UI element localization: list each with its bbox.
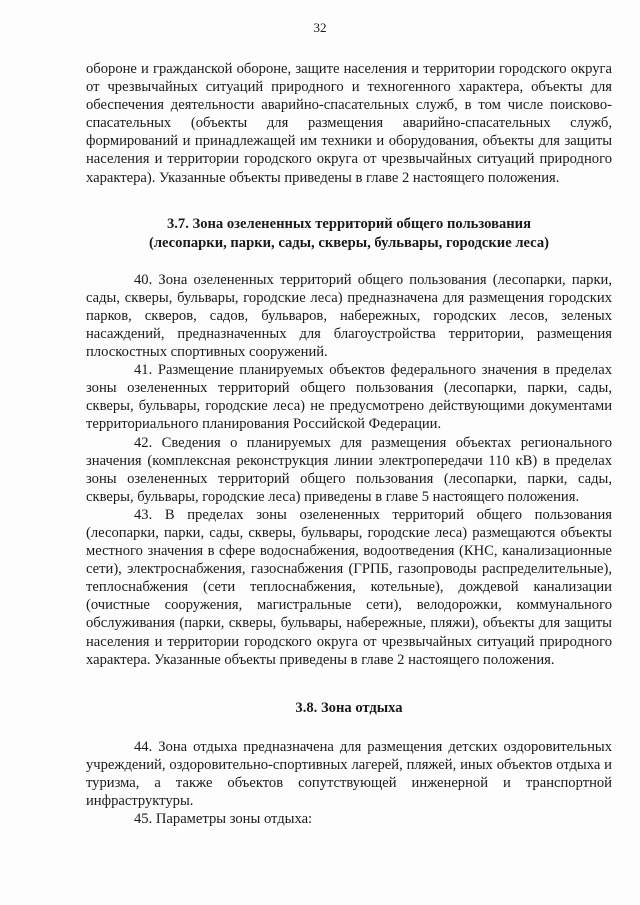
paragraph-40: 40. Зона озелененных территорий общего пользования (лесопарки, парки, сады, скверы, бульвары, городские леса) предназначена для размещения городских парков, скверов, садов, бульваров, набережных, городских лесов, зеленых насаждений, предназначенных для благоустройства территории, размещения плоскостных спортивных сооружений.: [86, 271, 612, 361]
paragraph-43: 43. В пределах зоны озелененных территорий общего пользования (лесопарки, парки, сады, скверы, бульвары, городские леса) размещаются объекты местного значения в сфере водоснабжения, водоотведения (КНС, канализационные сети), электроснабжения, газоснабжения (ГРПБ, газопроводы распределительные), теплоснабжения (сети теплоснабжения, котельные), дождевой канализации (очистные сооружения, магистральные сети), велодорожки, коммунального обслуживания (парки, скверы, бульвары, набережные, пляжи), объекты для защиты населения и территории городского округа от чрезвычайных ситуаций природного характера. Указанные объекты приведены в главе 2 настоящего положения.: [86, 506, 612, 668]
spacer: [86, 253, 612, 271]
paragraph-intro: обороне и гражданской обороне, защите населения и территории городского округа от чрезвычайных ситуаций природного и техногенного характера, объекты для обеспечения деятельности аварийно-спасательных служб, в том числе поисково-спасательных (объекты для размещения аварийно-спасательных служб, формирований и принадлежащей им техники и оборудования, объекты для защиты населения и территории городского округа от чрезвычайных ситуаций природного характера). Указанные объекты приведены в главе 2 настоящего положения.: [86, 61, 612, 186]
page-content: [86, 60, 612, 828]
spacer: [86, 187, 612, 215]
paragraph-44: 44. Зона отдыха предназначена для размещения детских оздоровительных учреждений, оздоровительно-спортивных лагерей, пляжей, иных объектов отдыха и туризма, а также объектов сопутствующей инженерной и транспортной инфраструктуры.: [86, 738, 612, 809]
section-heading-3-7-line2: (лесопарки, парки, сады, скверы, бульвары, городские леса): [148, 234, 549, 251]
page-number: 32: [313, 20, 327, 35]
paragraph-42: 42. Сведения о планируемых для размещения объектах регионального значения (комплексная реконструкция линии электропередачи 110 кВ) в пределах зоны озелененных территорий общего пользования (лесопарки, парки, сады, скверы, бульвары, городские леса) приведены в главе 5 настоящего положения.: [86, 434, 612, 505]
section-heading-3-8: 3.8. Зона отдыха: [295, 699, 403, 716]
spacer: [86, 718, 612, 738]
paragraph-45: 45. Параметры зоны отдыха:: [134, 811, 313, 828]
spacer: [86, 669, 612, 699]
section-heading-3-7-line1: 3.7. Зона озелененных территорий общего пользования: [166, 215, 531, 232]
section-heading-3-7: [86, 215, 612, 253]
paragraph-41: 41. Размещение планируемых объектов федерального значения в пределах зоны озелененных территорий общего пользования (лесопарки, парки, сады, скверы, бульвары, городские леса) не предусмотрено действующими документами территориального планирования Российской Федерации.: [86, 362, 612, 433]
